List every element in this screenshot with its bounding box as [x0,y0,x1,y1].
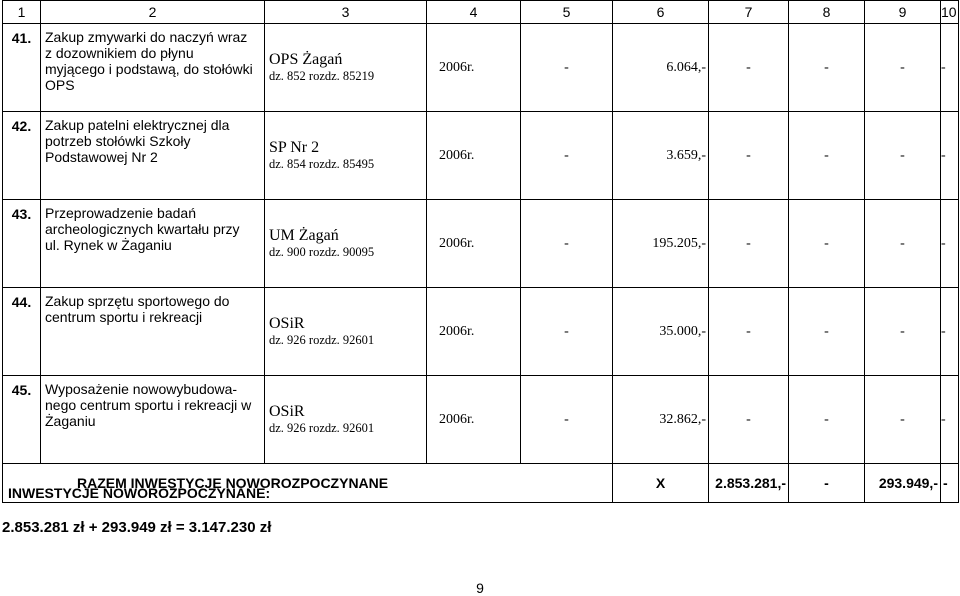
year-cell: 2006r. [427,376,521,464]
row-number: 42. [3,112,41,200]
row-number: 44. [3,288,41,376]
task-title-line: Zakup zmywarki do naczyń wraz [45,29,248,45]
total-dash-2: - [943,475,948,491]
value-cell: - [865,24,941,112]
header-cell: 6 [613,1,709,24]
value-cell: - [941,112,959,200]
value-cell: - [941,24,959,112]
unit-cell [265,112,427,200]
task-title [41,376,265,464]
value-cell: - [709,112,789,200]
header-cell: 10 [941,1,959,24]
task-title-line: Wyposażenie nowowybudowa- [45,381,238,397]
header-cell: 5 [521,1,613,24]
header-cell: 2 [41,1,265,24]
task-title [41,200,265,288]
task-title-line: archeologicznych kwartału przy [45,221,240,237]
task-title [41,288,265,376]
unit-cell [265,24,427,112]
value-cell: - [865,112,941,200]
task-title-line: OPS [45,77,75,93]
unit-cell [265,200,427,288]
task-title-line: nego centrum sportu i rekreacji w [45,397,252,413]
value-cell: - [941,200,959,288]
amount-cell: 3.659,- [613,112,709,200]
value-cell: - [521,112,613,200]
total-x: X [613,464,709,503]
unit-name: OSiR [269,314,305,332]
value-cell: - [865,200,941,288]
note-heading: INWESTYCJE NOWOROZPOCZYNANE: [8,485,271,501]
budget-classification: dz. 900 rozdz. 90095 [269,244,375,259]
unit-cell [265,288,427,376]
task-title-line: Podstawowej Nr 2 [45,149,158,165]
task-title-line: centrum sportu i rekreacji [45,309,203,325]
unit-cell [265,376,427,464]
task-title-line: Przeprowadzenie badań [45,205,196,221]
investment-table [2,0,959,503]
year-cell: 2006r. [427,200,521,288]
amount-cell: 195.205,- [613,200,709,288]
unit-name: UM Żagań [269,226,339,244]
value-cell: - [521,24,613,112]
task-title-line: Żaganiu [45,413,96,429]
header-cell: 9 [865,1,941,24]
unit-name: OPS Żagań [269,50,343,68]
value-cell: - [709,376,789,464]
budget-classification: dz. 926 rozdz. 92601 [269,332,375,347]
unit-name: SP Nr 2 [269,138,320,156]
task-title [41,112,265,200]
header-cell: 1 [3,1,41,24]
year-cell: 2006r. [427,24,521,112]
total-label: RAZEM INWESTYCJE NOWOROZPOCZYNANE [3,464,613,503]
table-row [3,112,959,200]
table-row [3,288,959,376]
header-cell: 3 [265,1,427,24]
value-cell: - [789,200,865,288]
table-row [3,24,959,112]
value-cell: - [941,288,959,376]
year-cell: 2006r. [427,288,521,376]
budget-classification: dz. 926 rozdz. 92601 [269,420,375,435]
sum-line: 2.853.281 zł + 293.949 zł = 3.147.230 zł [2,519,272,536]
task-title [41,24,265,112]
task-title-line: ul. Rynek w Żaganiu [45,237,172,253]
header-row [3,1,959,24]
value-cell: - [865,376,941,464]
row-number: 43. [3,200,41,288]
page-number: 9 [476,580,484,596]
total-sum: 2.853.281,- [709,464,789,503]
amount-cell: 32.862,- [613,376,709,464]
header-cell: 8 [789,1,865,24]
value-cell: - [709,200,789,288]
value-cell: - [521,288,613,376]
unit-name: OSiR [269,402,305,420]
value-cell: - [941,376,959,464]
task-title-line: myjącego i podstawą, do stołówki [45,61,253,77]
total-dash [941,464,959,503]
row-number: 45. [3,376,41,464]
total-dash: - [789,464,865,503]
budget-classification: dz. 854 rozdz. 85495 [269,156,375,171]
task-title-line: Zakup patelni elektrycznej dla [45,117,230,133]
task-title-line: potrzeb stołówki Szkoły [45,133,191,149]
header-cell: 4 [427,1,521,24]
value-cell: - [789,112,865,200]
value-cell: - [709,24,789,112]
row-number: 41. [3,24,41,112]
value-cell: - [521,200,613,288]
header-cell: 7 [709,1,789,24]
value-cell: - [789,376,865,464]
task-title-line: Zakup sprzętu sportowego do [45,293,230,309]
table-row [3,200,959,288]
value-cell: - [865,288,941,376]
year-cell: 2006r. [427,112,521,200]
amount-cell: 6.064,- [613,24,709,112]
task-title-line: z dozownikiem do płynu [45,45,194,61]
table-row [3,376,959,464]
value-cell: - [789,24,865,112]
budget-classification: dz. 852 rozdz. 85219 [269,68,375,83]
value-cell: - [709,288,789,376]
total-value-2: 293.949,- [865,464,941,503]
value-cell: - [789,288,865,376]
value-cell: - [521,376,613,464]
amount-cell: 35.000,- [613,288,709,376]
